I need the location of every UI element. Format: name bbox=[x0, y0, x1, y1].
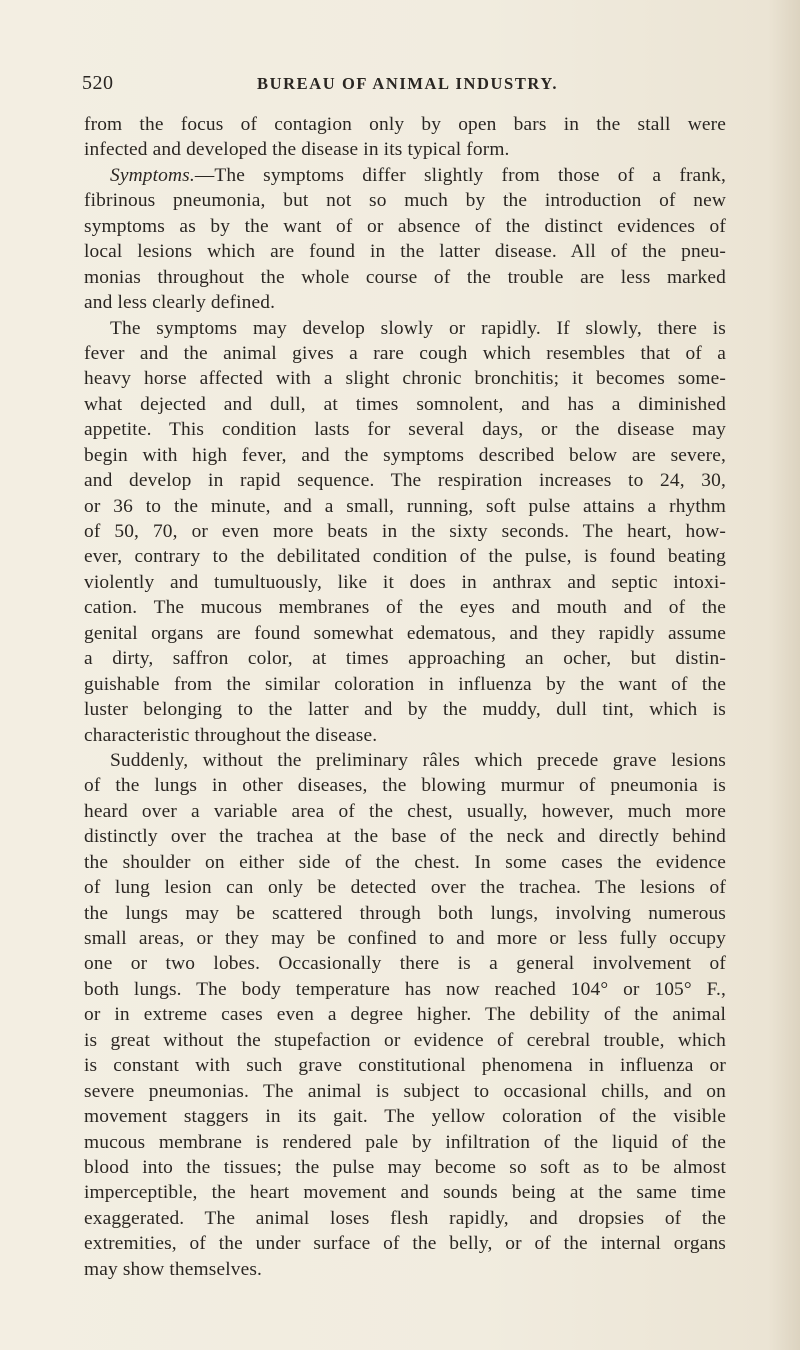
paragraph bbox=[84, 112, 726, 163]
line-text: cation. The mucous membranes of the eyes and mouth and of the bbox=[84, 597, 726, 619]
line-text: fibrinous pneumonia, but not so much by the introduction of new bbox=[84, 190, 726, 212]
text-line bbox=[84, 748, 726, 773]
line-text: genital organs are found somewhat edematous, and they rapidly assume bbox=[84, 622, 726, 644]
line-text: local lesions which are found in the latter disease. All of the pneu- bbox=[84, 241, 726, 263]
text-line bbox=[84, 977, 726, 1002]
line-text: movement staggers in its gait. The yellow coloration of the visible bbox=[84, 1106, 726, 1128]
text-line bbox=[84, 163, 726, 188]
text-line bbox=[84, 595, 726, 620]
line-text: Suddenly, without the preliminary râles which precede grave lesions bbox=[110, 749, 726, 771]
section-heading: Symptoms. bbox=[110, 164, 195, 186]
text-line bbox=[84, 824, 726, 849]
line-text: begin with high fever, and the symptoms described below are severe, bbox=[84, 444, 726, 466]
line-text: guishable from the similar coloration in influenza by the want of the bbox=[84, 673, 726, 695]
line-text: appetite. This condition lasts for several days, or the disease may bbox=[84, 419, 726, 441]
running-head: BUREAU OF ANIMAL INDUSTRY. bbox=[257, 74, 559, 93]
line-text: heavy horse affected with a slight chronic bronchitis; it becomes some- bbox=[84, 368, 726, 390]
text-line bbox=[84, 850, 726, 875]
line-text: violently and tumultuously, like it does in anthrax and septic intoxi- bbox=[84, 571, 726, 593]
line-text: luster belonging to the latter and by the muddy, dull tint, which is bbox=[84, 699, 726, 721]
line-text: both lungs. The body temperature has now reached 104° or 105° F., bbox=[84, 978, 726, 1000]
body-text bbox=[84, 112, 726, 1282]
line-text: fever and the animal gives a rare cough which resembles that of a bbox=[84, 342, 726, 364]
text-line bbox=[84, 1206, 726, 1231]
line-text: from the focus of contagion only by open bars in the stall were bbox=[84, 114, 726, 135]
line-text: or 36 to the minute, and a small, running, soft pulse attains a rhythm bbox=[84, 495, 726, 517]
text-line bbox=[84, 316, 726, 341]
text-line bbox=[84, 901, 726, 926]
text-line bbox=[84, 366, 726, 391]
line-text: symptoms as by the want of or absence of the distinct evidences of bbox=[84, 215, 726, 237]
line-text: blood into the tissues; the pulse may become so soft as to be almost bbox=[84, 1156, 726, 1178]
line-text: —The symptoms differ slightly from those of a frank, bbox=[194, 164, 726, 186]
text-line bbox=[84, 570, 726, 595]
line-text: imperceptible, the heart movement and sounds being at the same time bbox=[84, 1182, 726, 1204]
text-line bbox=[84, 1180, 726, 1205]
line-text: heard over a variable area of the chest, usually, however, much more bbox=[84, 800, 726, 822]
text-line bbox=[84, 417, 726, 442]
line-text: The symptoms may develop slowly or rapidly. If slowly, there is bbox=[110, 317, 726, 339]
text-line bbox=[84, 1130, 726, 1155]
text-line bbox=[84, 239, 726, 264]
text-line bbox=[84, 341, 726, 366]
text-line bbox=[84, 519, 726, 544]
line-text: is constant with such grave constitutional phenomena in influenza or bbox=[84, 1055, 726, 1077]
line-text: extremities, of the under surface of the belly, or of the internal organs bbox=[84, 1233, 726, 1255]
text-line bbox=[84, 1079, 726, 1104]
line-text: of 50, 70, or even more beats in the sixty seconds. The heart, how- bbox=[84, 521, 726, 542]
text-line bbox=[84, 443, 726, 468]
text-line bbox=[84, 697, 726, 722]
text-line bbox=[84, 1104, 726, 1129]
text-line bbox=[84, 544, 726, 569]
text-line bbox=[84, 137, 726, 162]
text-line bbox=[84, 773, 726, 798]
line-text: severe pneumonias. The animal is subject to occasional chills, and on bbox=[84, 1080, 726, 1102]
paragraph bbox=[84, 316, 726, 748]
text-line bbox=[84, 951, 726, 976]
paragraph bbox=[84, 748, 726, 1282]
line-text: mucous membrane is rendered pale by infiltration of the liquid of the bbox=[84, 1131, 726, 1153]
text-line bbox=[84, 875, 726, 900]
page-number: 520 bbox=[82, 72, 114, 94]
text-line bbox=[84, 1231, 726, 1256]
line-text: one or two lobes. Occasionally there is a general involvement of bbox=[84, 953, 726, 975]
text-line bbox=[84, 1257, 726, 1282]
line-text: the shoulder on either side of the chest. In some cases the evidence bbox=[84, 851, 726, 873]
text-line bbox=[84, 672, 726, 697]
line-text: a dirty, saffron color, at times approaching an ocher, but distin- bbox=[84, 648, 726, 670]
line-text: and less clearly defined. bbox=[84, 292, 276, 314]
text-line bbox=[84, 188, 726, 213]
line-text: the lungs may be scattered through both lungs, involving numerous bbox=[84, 902, 726, 924]
text-line bbox=[84, 1028, 726, 1053]
line-text: of the lungs in other diseases, the blowing murmur of pneumonia is bbox=[84, 775, 726, 797]
text-line bbox=[84, 723, 726, 748]
line-text: and develop in rapid sequence. The respiration increases to 24, 30, bbox=[84, 470, 726, 492]
text-line bbox=[84, 112, 726, 137]
text-line bbox=[84, 799, 726, 824]
paragraph bbox=[84, 163, 726, 316]
text-line bbox=[84, 1053, 726, 1078]
text-line bbox=[84, 392, 726, 417]
text-line bbox=[84, 926, 726, 951]
line-text: infected and developed the disease in its typical form. bbox=[84, 139, 510, 161]
line-text: distinctly over the trachea at the base of the neck and directly behind bbox=[84, 826, 726, 848]
text-line bbox=[84, 468, 726, 493]
line-text: is great without the stupefaction or evidence of cerebral trouble, which bbox=[84, 1029, 726, 1051]
line-text: ever, contrary to the debilitated condition of the pulse, is found beating bbox=[84, 546, 726, 568]
line-text: monias throughout the whole course of the trouble are less marked bbox=[84, 266, 726, 288]
page-header bbox=[82, 72, 724, 98]
line-text: small areas, or they may be confined to and more or less fully occupy bbox=[84, 928, 726, 949]
text-line bbox=[84, 646, 726, 671]
text-line bbox=[84, 214, 726, 239]
text-line bbox=[84, 1155, 726, 1180]
line-text: may show themselves. bbox=[84, 1258, 263, 1280]
text-line bbox=[84, 290, 726, 315]
text-line bbox=[84, 494, 726, 519]
text-line bbox=[84, 621, 726, 646]
line-text: exaggerated. The animal loses flesh rapidly, and dropsies of the bbox=[84, 1207, 726, 1229]
line-text: what dejected and dull, at times somnolent, and has a diminished bbox=[84, 393, 726, 415]
text-line bbox=[84, 265, 726, 290]
line-text: characteristic throughout the disease. bbox=[84, 724, 378, 746]
line-text: of lung lesion can only be detected over the trachea. The lesions of bbox=[84, 877, 726, 899]
line-text: or in extreme cases even a degree higher. The debility of the animal bbox=[84, 1004, 726, 1026]
text-line bbox=[84, 1002, 726, 1027]
